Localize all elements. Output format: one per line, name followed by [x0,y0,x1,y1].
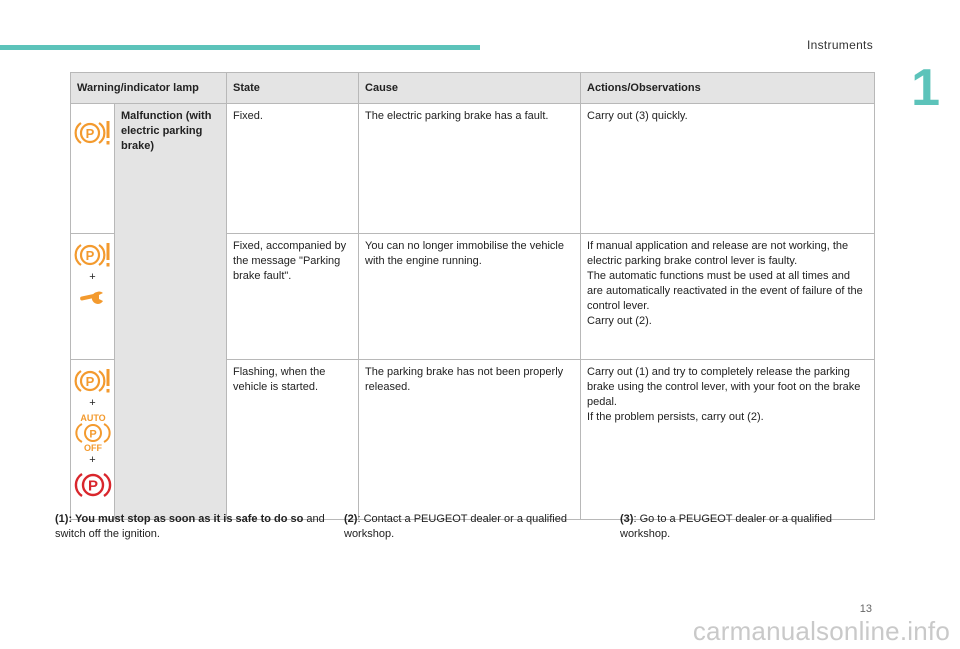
cause-cell: You can no longer immobilise the vehicle with the engine running. [359,234,581,360]
lamp-icon-cell [71,234,115,360]
svg-text:P: P [88,428,97,441]
parking-brake-warning-orange-icon [74,241,112,269]
lamp-icon-cell [71,104,115,234]
column-header-actions: Actions/Observations [581,73,875,104]
state-cell: Fixed, accompanied by the message "Parking brake fault". [227,234,359,360]
svg-text:P: P [85,374,94,389]
action-line: If the problem persists, carry out (2). [587,411,764,423]
svg-text:P: P [87,477,98,495]
action-line: Carry out (2). [587,315,652,327]
parking-brake-red-icon [73,469,113,501]
state-cell: Fixed. [227,104,359,234]
svg-text:P: P [85,248,94,263]
page-number: 13 [859,603,872,615]
footnote-3 [620,512,872,542]
table-header-row [71,73,875,104]
parking-brake-warning-orange-icon [74,367,112,395]
chapter-number: 1 [911,59,940,117]
header-accent-bar [0,45,480,50]
plus-sign: + [89,397,96,409]
column-header-cause: Cause [359,73,581,104]
lamp-name: Malfunction (with electric parking brake) [115,104,227,520]
footnote-1-bold: : You must stop as soon as it is safe to do so [68,513,304,525]
actions-cell [581,360,875,520]
off-label: OFF [83,443,102,452]
cause-cell: The electric parking brake has a fault. [359,104,581,234]
actions-cell [581,104,875,234]
footnote-2-text: : Contact a PEUGEOT dealer or a qualified workshop. [344,513,567,540]
lamp-icon-cell [71,360,115,520]
footnote-1-text: and switch off the ignition. [55,513,325,540]
state-cell: Flashing, when the vehicle is started. [227,360,359,520]
actions-cell [581,234,875,360]
wrench-icon [78,286,108,306]
parking-brake-warning-orange-icon [74,119,112,147]
column-header-lamp: Warning/indicator lamp [71,73,227,104]
svg-text:P: P [85,126,94,141]
plus-sign: + [89,271,96,283]
column-header-state: State [227,73,359,104]
footnote-3-ref: (3) [620,513,634,525]
footnote-2 [344,512,596,542]
auto-off-parking-icon [74,412,112,452]
footnote-3-text: : Go to a PEUGEOT dealer or a qualified workshop. [620,513,832,540]
section-title: Instruments [807,38,873,52]
plus-sign: + [89,454,96,466]
action-line: The automatic functions must be used at all times and are automatically reactivated in the event of failure of the control lever. [587,270,863,312]
footnote-2-ref: (2) [344,513,358,525]
action-line: Carry out (3) quickly. [587,110,688,122]
footnote-1 [55,512,327,542]
watermark: carmanualsonline.info [692,616,950,646]
table-row [71,104,875,234]
action-line: Carry out (1) and try to completely release the parking brake using the control lever, with your foot on the brake pedal. [587,366,861,408]
action-line: If manual application and release are not working, the electric parking brake control lever is faulty. [587,240,849,267]
auto-label: AUTO [79,413,106,423]
warning-lamp-table [70,72,875,520]
footnote-1-ref: (1) [55,513,69,525]
cause-cell: The parking brake has not been properly released. [359,360,581,520]
